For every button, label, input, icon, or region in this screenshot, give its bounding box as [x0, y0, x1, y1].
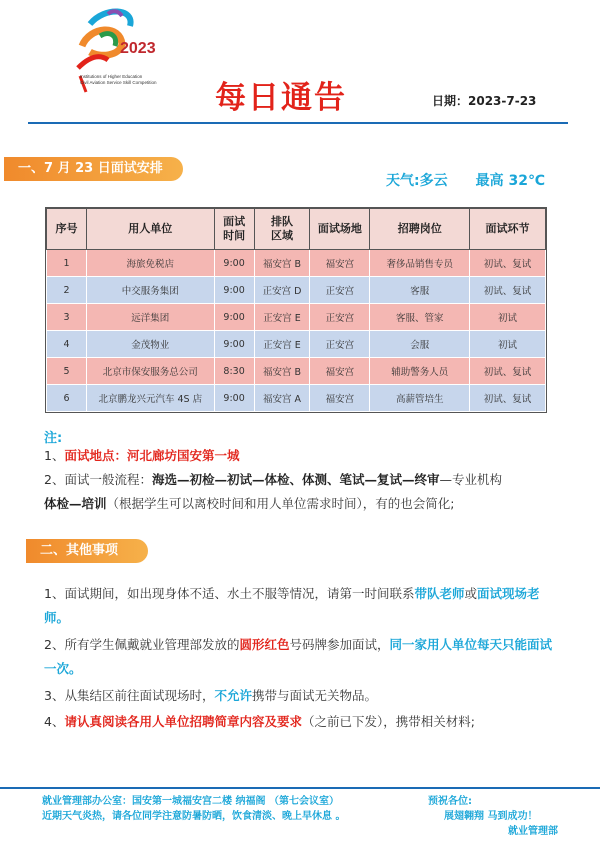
cell-venue: 福安宫	[310, 358, 370, 385]
cell-position: 高薪管培生	[370, 385, 470, 412]
cell-time: 8:30	[214, 358, 254, 385]
weather-label: 天气:多云	[386, 173, 448, 189]
footer-office-info: 就业管理部办公室：国安第一城福安宫二楼 纳福阁 （第七会议室） 近期天气炎热，请各位同学注意防暑防晒，饮食清淡、晚上早休息 。	[42, 796, 346, 822]
weather-info	[386, 170, 545, 190]
section-1-tab: 一、7 月 23 日面试安排	[4, 157, 183, 181]
cell-position: 客服	[370, 277, 470, 304]
note-2: 2、面试一般流程：海选—初检—初试—体检、体测、笔试—复试—终审—专业机构 体检—培训（根据学生可以离校时间和用人单位需求时间），有的也会简化;	[44, 472, 502, 511]
cell-venue: 正安宫	[310, 304, 370, 331]
cell-employer: 远洋集团	[86, 304, 214, 331]
col-header-venue: 面试场地	[310, 209, 370, 250]
logo-year: 2023	[120, 40, 156, 57]
cell-queue-area: 正安宫 D	[254, 277, 310, 304]
cell-no: 4	[47, 331, 87, 358]
table-row	[47, 385, 546, 412]
cell-time: 9:00	[214, 331, 254, 358]
cell-queue-area: 福安宫 B	[254, 250, 310, 277]
cell-stage: 初试	[470, 331, 546, 358]
cell-employer: 中交服务集团	[86, 277, 214, 304]
cell-time: 9:00	[214, 304, 254, 331]
cell-position: 会服	[370, 331, 470, 358]
notes-heading: 注:	[44, 431, 63, 446]
interview-flow: 海选—初检—初试—体检、体测、笔试—复试—终审	[151, 472, 440, 487]
cell-position: 辅助警务人员	[370, 358, 470, 385]
cell-position: 客服、管家	[370, 304, 470, 331]
header-divider	[28, 122, 568, 124]
cell-no: 5	[47, 358, 87, 385]
col-header-queue-area: 排队 区域	[254, 209, 310, 250]
cell-no: 3	[47, 304, 87, 331]
interview-schedule-table	[46, 208, 546, 412]
cell-employer: 海旅免税店	[86, 250, 214, 277]
note-1: 1、面试地点：河北廊坊国安第一城	[44, 448, 240, 463]
footer-department: 就业管理部	[508, 826, 558, 837]
cell-venue: 正安宫	[310, 277, 370, 304]
cell-time: 9:00	[214, 385, 254, 412]
section-2-tab: 二、其他事项	[26, 539, 148, 563]
col-header-time: 面试 时间	[214, 209, 254, 250]
table-row	[47, 331, 546, 358]
notice-date: 日期：2023-7-23	[432, 94, 537, 108]
table-row	[47, 277, 546, 304]
cell-venue: 正安宫	[310, 331, 370, 358]
col-header-employer: 用人单位	[86, 209, 214, 250]
temperature-label: 最高 32℃	[475, 173, 545, 189]
cell-queue-area: 正安宫 E	[254, 331, 310, 358]
item-3: 3、从集结区前往面试现场时，不允许携带与面试无关物品。	[44, 688, 377, 703]
col-header-position: 招聘岗位	[370, 209, 470, 250]
cell-no: 2	[47, 277, 87, 304]
page-title: 每日通告	[215, 80, 347, 116]
cell-stage: 初试、复试	[470, 385, 546, 412]
table-row	[47, 304, 546, 331]
cell-venue: 福安宫	[310, 250, 370, 277]
cell-stage: 初试、复试	[470, 358, 546, 385]
cell-time: 9:00	[214, 277, 254, 304]
cell-stage: 初试、复试	[470, 250, 546, 277]
cell-queue-area: 福安宫 A	[254, 385, 310, 412]
cell-position: 奢侈品销售专员	[370, 250, 470, 277]
cell-no: 6	[47, 385, 87, 412]
logo-caption: Institutions of Higher Education Civil Aviation Service Skill Competition	[80, 74, 157, 85]
cell-employer: 北京市保安服务总公司	[86, 358, 214, 385]
footer-divider	[0, 787, 600, 789]
cell-time: 9:00	[214, 250, 254, 277]
cell-venue: 福安宫	[310, 385, 370, 412]
item-1: 1、面试期间，如出现身体不适、水土不服等情况，请第一时间联系带队老师或面试现场老师。	[44, 586, 540, 625]
cell-queue-area: 福安宫 B	[254, 358, 310, 385]
table-row	[47, 250, 546, 277]
interview-location: 面试地点：河北廊坊国安第一城	[64, 448, 240, 463]
cell-stage: 初试	[470, 304, 546, 331]
item-2: 2、所有学生佩戴就业管理部发放的圆形红色号码牌参加面试，同一家用人单位每天只能面试一次。	[44, 637, 553, 676]
table-header-row	[47, 209, 546, 250]
col-header-stage: 面试环节	[470, 209, 546, 250]
col-header-no: 序号	[47, 209, 87, 250]
table-row	[47, 358, 546, 385]
cell-queue-area: 正安宫 E	[254, 304, 310, 331]
item-4: 4、请认真阅读各用人单位招聘简章内容及要求（之前已下发），携带相关材料;	[44, 714, 475, 729]
footer-wishes: 预祝各位: 展翅翱翔 马到成功！ 就业管理部	[428, 796, 558, 837]
cell-employer: 金茂物业	[86, 331, 214, 358]
cell-no: 1	[47, 250, 87, 277]
cell-stage: 初试、复试	[470, 277, 546, 304]
cell-employer: 北京鹏龙兴元汽车 4S 店	[86, 385, 214, 412]
